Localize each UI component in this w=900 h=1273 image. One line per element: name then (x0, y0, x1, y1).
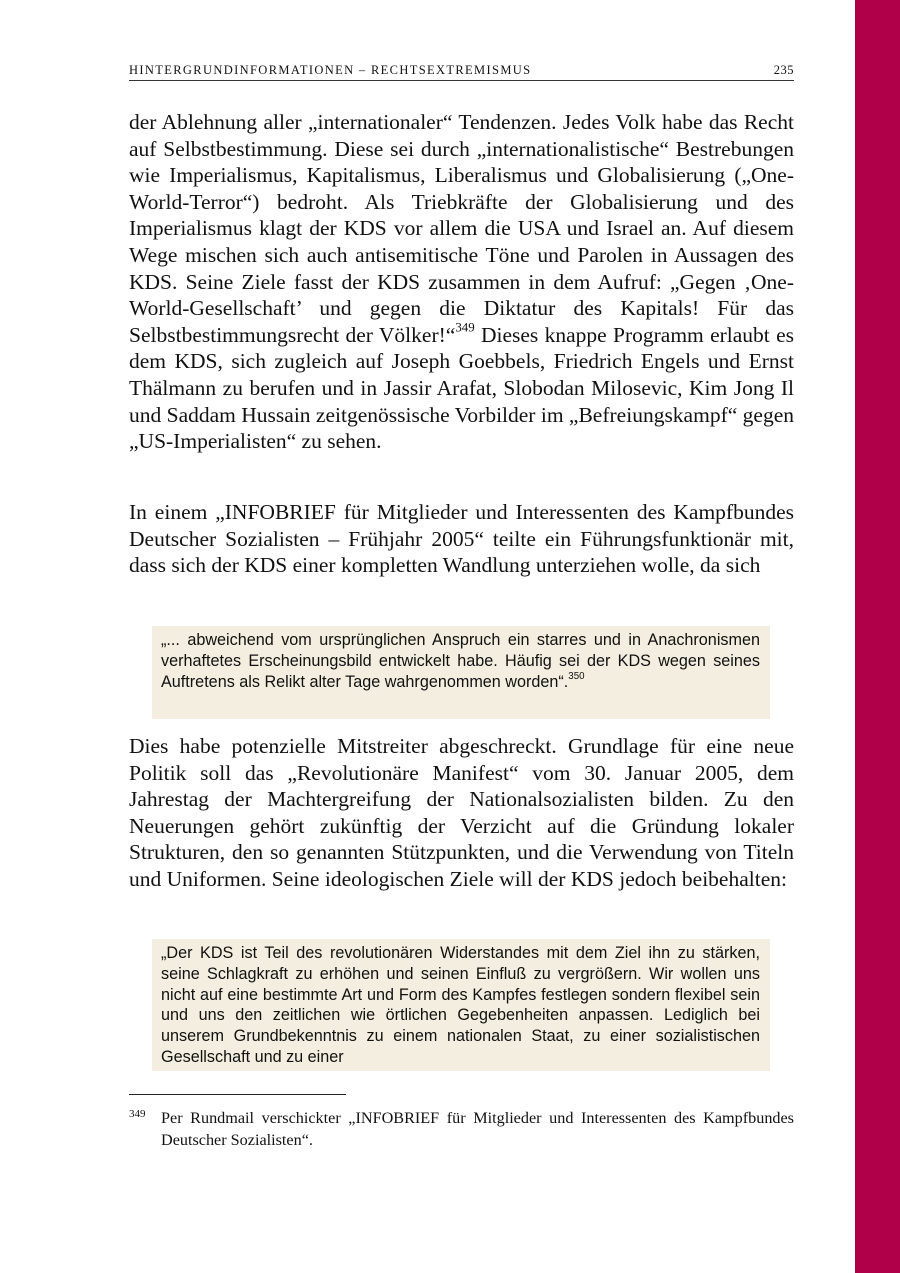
footnote-reference-350[interactable]: 350 (568, 670, 585, 682)
page-number: 235 (773, 63, 794, 77)
running-header (129, 60, 794, 81)
paragraph-text-continued: Dieses knappe Programm erlaubt es dem KDS, sich zugleich auf Joseph Goebbels, Friedrich Engels und Ernst Thälmann zu berufen und in Jassir Arafat, Slobodan Milosevic, Kim Jong Il und Saddam Hussain zeitgenössische Vorbilder im „Befreiungskampf“ gegen „US-Imperialisten“ zu sehen. (129, 322, 795, 454)
footnote-text: Per Rundmail verschickter „INFOBRIEF für Mitglieder und Interessenten des Kampfbundes Deutscher Sozialisten“. (161, 1109, 794, 1149)
body-paragraph-1 (129, 109, 794, 455)
body-paragraph-2: In einem „INFOBRIEF für Mitglieder und Interessenten des Kampfbundes Deutscher Sozialisten – Frühjahr 2005“ teilte ein Führungsfunktionär mit, dass sich der KDS einer kompletten Wandlung unterziehen wolle, da sich (129, 500, 794, 578)
footnote-349 (129, 1108, 794, 1151)
header-title: HINTERGRUNDINFORMATIONEN – RECHTSEXTREMISMUS (129, 63, 532, 77)
block-quote-1 (152, 626, 770, 719)
body-paragraph-3: Dies habe potenzielle Mitstreiter abgeschreckt. Grundlage für eine neue Politik soll das „Revolutionäre Manifest“ vom 30. Januar 2005, dem Jahrestag der Machtergreifung der Nationalsozialisten bilden. Zu den Neuerungen gehört zukünftig der Verzicht auf die Gründung lokaler Strukturen, den so genannten Stützpunkten, und die Verwendung von Titeln und Uniformen. Seine ideologischen Ziele will der KDS jedoch beibehalten: (129, 734, 794, 891)
footnote-reference-349[interactable]: 349 (455, 320, 475, 335)
page-edge-color-bar (855, 0, 900, 1273)
footnote-separator (129, 1094, 346, 1095)
block-quote-2: „Der KDS ist Teil des revolutionären Widerstandes mit dem Ziel ihn zu stärken, seine Schlagkraft zu erhöhen und seinen Einfluß zu vergrößern. Wir wollen uns nicht auf eine bestimmte Art und Form des Kampfes festlegen sondern flexibel sein und uns den zeitlichen wie örtlichen Gegebenheiten anpassen. Lediglich bei unserem Grundbekenntnis zu einem nationalen Staat, zu einer sozialistischen Gesellschaft und zu einer (152, 939, 770, 1071)
quote-text: „... abweichend vom ursprünglichen Anspruch ein starres und in Anachronismen verhaftetes Erscheinungsbild entwickelt habe. Häufig sei der KDS wegen seines Auftretens als Relikt alter Tage wahrgenommen worden“. (161, 631, 760, 691)
paragraph-text: der Ablehnung aller „internationaler“ Tendenzen. Jedes Volk habe das Recht auf Selbstbestimmung. Diese sei durch „internationalistische“ Bestrebungen wie Imperialismus, Kapitalismus, Liberalismus und Globalisierung („One-World-Terror“) bedroht. Als Triebkräfte der Globalisierung und des Imperialismus klagt der KDS vor allem die USA und Israel an. Auf diesem Wege mischen sich auch antisemitische Töne und Parolen in Aussagen des KDS. Seine Ziele fasst der KDS zusammen in dem Aufruf: „Gegen ‚One-World-Gesellschaft’ und gegen die Diktatur des Kapitals! Für das Selbstbestimmungsrecht der Völker!“ (129, 110, 794, 347)
footnote-number: 349 (129, 1108, 146, 1120)
